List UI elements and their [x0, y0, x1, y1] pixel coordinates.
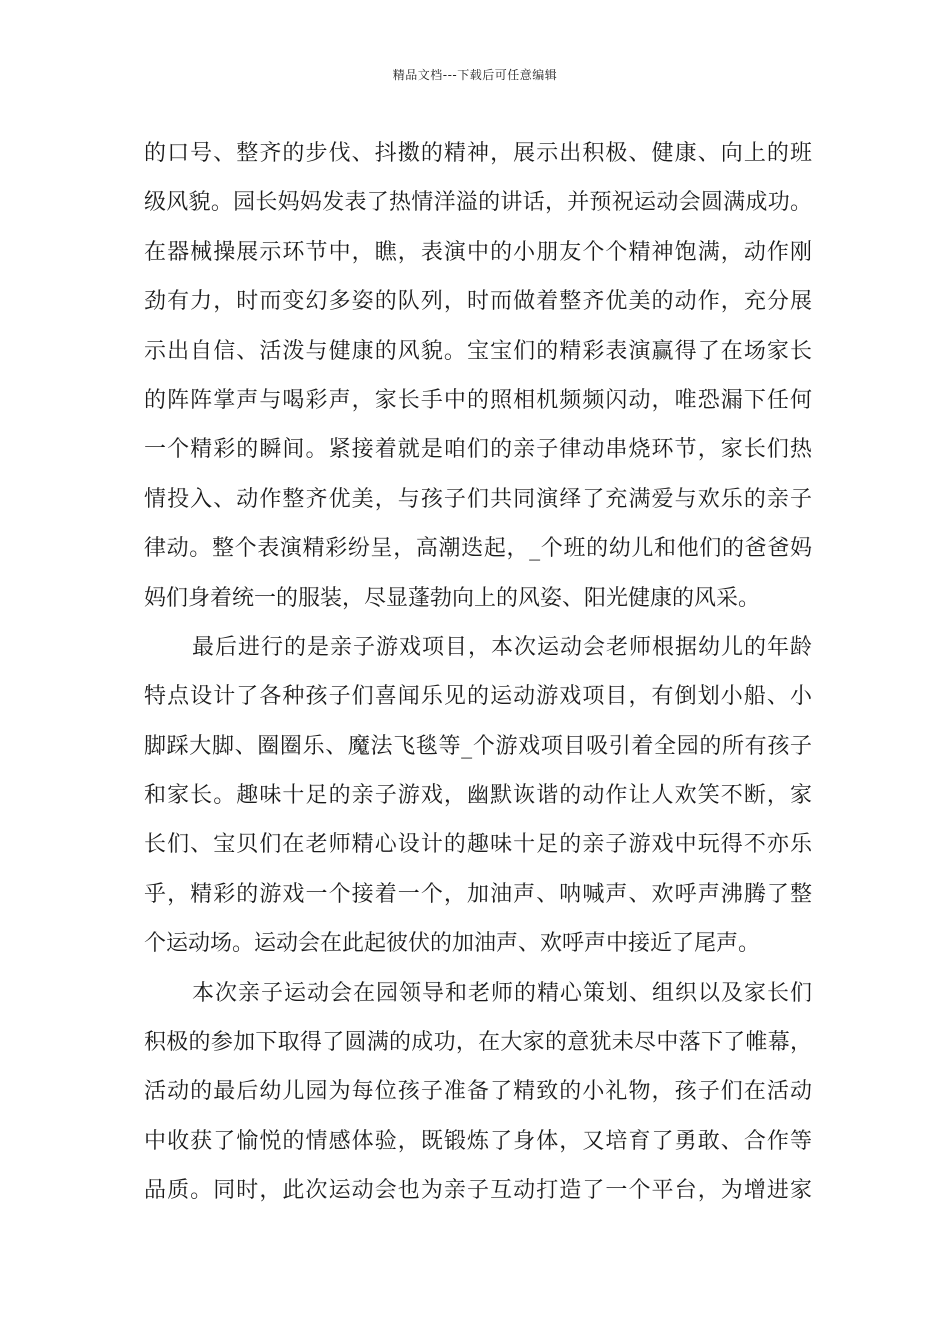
text-line: 劲有力，时而变幻多姿的队列，时而做着整齐优美的动作，充分展 [144, 289, 812, 315]
text-line: 中收获了愉悦的情感体验，既锻炼了身体，又培育了勇敢、合作等 [144, 1128, 812, 1154]
text-line: 在器械操展示环节中，瞧，表演中的小朋友个个精神饱满，动作刚 [144, 239, 812, 265]
text-line: 和家长。趣味十足的亲子游戏，幽默诙谐的动作让人欢笑不断，家 [144, 783, 812, 809]
text-line: 情投入、动作整齐优美，与孩子们共同演绎了充满爱与欢乐的亲子 [144, 486, 812, 512]
text-line: 个运动场。运动会在此起彼伏的加油声、欢呼声中接近了尾声。 [144, 931, 761, 957]
text-line: 品质。同时，此次运动会也为亲子互动打造了一个平台，为增进家 [144, 1178, 812, 1204]
text-line: 级风貌。园长妈妈发表了热情洋溢的讲话，并预祝运动会圆满成功。 [144, 190, 812, 216]
text-line: 脚踩大脚、圈圈乐、魔法飞毯等_个游戏项目吸引着全园的所有孩子 [144, 733, 812, 759]
text-line: 的阵阵掌声与喝彩声，家长手中的照相机频频闪动，唯恐漏下任何 [144, 387, 812, 413]
text-line: 示出自信、活泼与健康的风貌。宝宝们的精彩表演赢得了在场家长 [144, 338, 812, 364]
text-line: 律动。整个表演精彩纷呈，高潮迭起，_个班的幼儿和他们的爸爸妈 [144, 536, 812, 562]
text-line: 积极的参加下取得了圆满的成功，在大家的意犹未尽中落下了帷幕， [144, 1030, 812, 1056]
text-line: 长们、宝贝们在老师精心设计的趣味十足的亲子游戏中玩得不亦乐 [144, 832, 812, 858]
text-line: 最后进行的是亲子游戏项目，本次运动会老师根据幼儿的年龄 [192, 634, 812, 660]
document-body [144, 129, 812, 1216]
text-line: 本次亲子运动会在园领导和老师的精心策划、组织以及家长们 [192, 980, 812, 1006]
text-line: 的口号、整齐的步伐、抖擞的精神，展示出积极、健康、向上的班 [144, 141, 812, 166]
text-line: 妈们身着统一的服装，尽显蓬勃向上的风姿、阳光健康的风采。 [144, 585, 761, 611]
page-header: 精品文档---下载后可任意编辑 [392, 68, 558, 82]
text-line: 一个精彩的瞬间。紧接着就是咱们的亲子律动串烧环节，家长们热 [144, 437, 812, 463]
text-line: 乎，精彩的游戏一个接着一个，加油声、呐喊声、欢呼声沸腾了整 [144, 881, 812, 907]
text-line: 活动的最后幼儿园为每位孩子准备了精致的小礼物，孩子们在活动 [144, 1079, 812, 1105]
text-line: 特点设计了各种孩子们喜闻乐见的运动游戏项目，有倒划小船、小 [144, 684, 812, 710]
